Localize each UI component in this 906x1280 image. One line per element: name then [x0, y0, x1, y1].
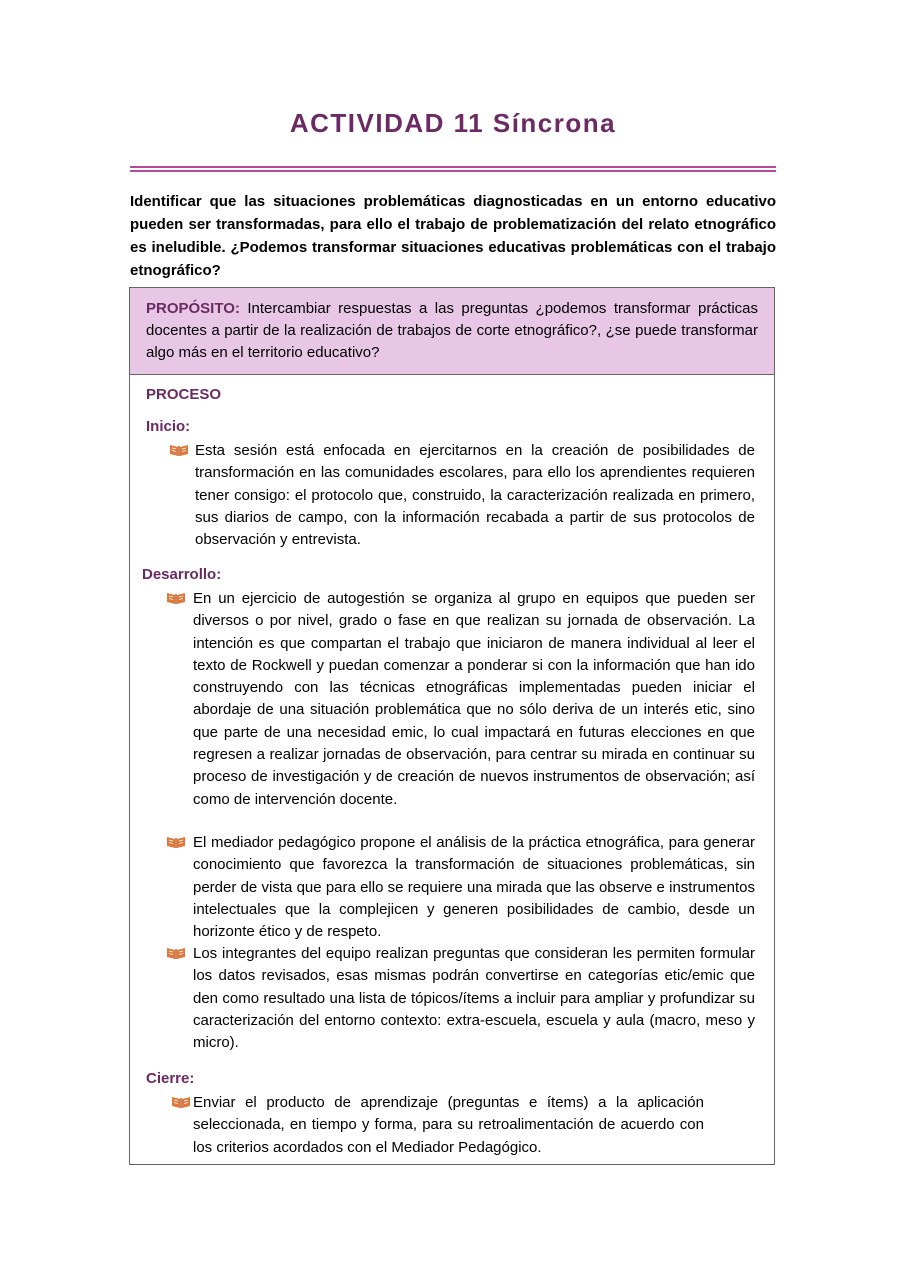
desarrollo-item: El mediador pedagógico propone el análisis de la práctica etnográfica, para generar conocimiento que favorezca la transformación de situaciones problemáticas, sin perder de vista que para ello se requiere una mirada que las observe e instrumentos intelectuales que la complejicen y generen posibilidades de cambio, desde un horizonte ético y de respeto. — [193, 834, 755, 941]
process-heading: PROCESO — [146, 386, 222, 403]
book-bullet-icon — [166, 835, 186, 849]
purpose-text: Intercambiar respuestas a las preguntas ¿podemos transformar prácticas docentes a partir de la realización de trabajos de corte etnográfico?, ¿se puede transformar algo más en el territorio educativo? — [146, 300, 758, 361]
book-bullet-icon — [166, 591, 186, 605]
desarrollo-item: Los integrantes del equipo realizan preguntas que consideran les permiten formular los datos revisados, esas mismas podrán convertirse en categorías etic/emic que den como resultado una lista de tópicos/ítems a incluir para ampliar y profundizar su caracterización del entorno contexto: extra-escuela, escuela y aula (macro, meso y micro). — [193, 945, 755, 1052]
purpose-section — [130, 288, 774, 375]
page-title: ACTIVIDAD 11 Síncrona — [289, 108, 617, 138]
inicio-label: Inicio: — [146, 418, 191, 435]
title-divider-top — [130, 166, 776, 168]
book-bullet-icon — [169, 443, 189, 457]
cierre-label: Cierre: — [146, 1070, 195, 1087]
book-bullet-icon — [171, 1095, 191, 1109]
intro-paragraph: Identificar que las situaciones problemáticas diagnosticadas en un entorno educativo pueden ser transformadas, para ello el trabajo de problematización del relato etnográfico es ineludible. ¿Podemos transformar situaciones educativas problemáticas con el trabajo etnográfico? — [130, 193, 776, 279]
desarrollo-item: En un ejercicio de autogestión se organiza al grupo en equipos que pueden ser diversos o por nivel, grado o fase en que realizan su jornada de observación. La intención es que compartan el trabajo que iniciaron de manera individual al leer el texto de Rockwell y puedan comenzar a ponderar si con la información que han ido construyendo con las técnicas etnográficas implementadas pueden iniciar el abordaje de una situación problemática que no sólo deriva de un interés etic, sino que parte de una necesidad emic, lo cual impactará en futuras elecciones en que regresen a realizar jornadas de observación, para centrar su mirada en continuar su proceso de investigación y de creación de nuevos instrumentos de observación; así como de intervención docente. — [193, 590, 755, 808]
book-bullet-icon — [166, 946, 186, 960]
title-divider-bottom — [130, 170, 776, 172]
inicio-item: Esta sesión está enfocada en ejercitarnos en la creación de posibilidades de transformación en las comunidades escolares, para ello los aprendientes requieren tener consigo: el protocolo que, construido, la caracterización realizada en primero, sus diarios de campo, con la información recabada a partir de sus protocolos de observación y entrevista. — [195, 442, 755, 549]
cierre-item: Enviar el producto de aprendizaje (preguntas e ítems) a la aplicación seleccionada, en tiempo y forma, para su retroalimentación de acuerdo con los criterios acordados con el Mediador Pedagógico. — [193, 1094, 704, 1156]
desarrollo-label: Desarrollo: — [142, 566, 222, 583]
purpose-label: PROPÓSITO: — [146, 300, 240, 317]
